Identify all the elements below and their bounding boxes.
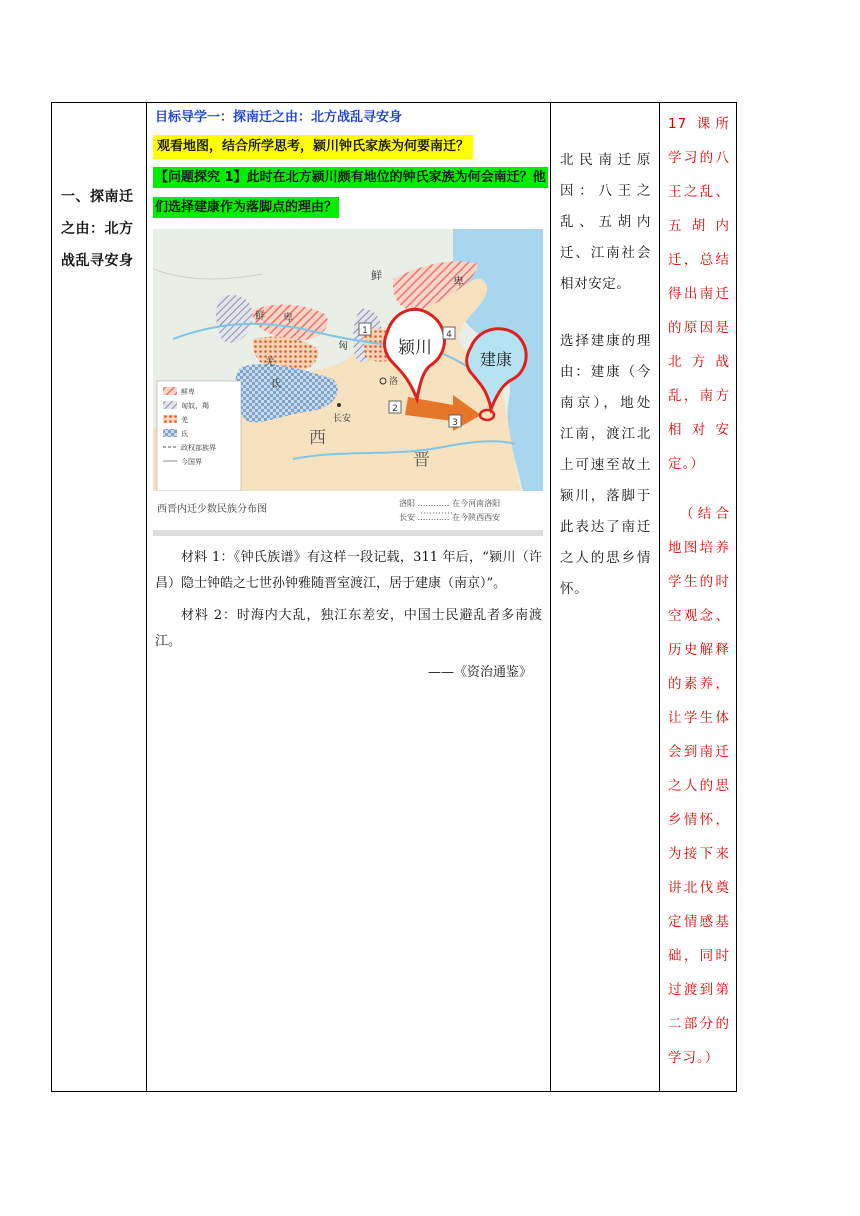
- map-label-luo: 洛: [389, 377, 399, 387]
- map-label-xiong: 匈: [338, 341, 348, 352]
- map-label-changan: 长安: [333, 414, 352, 424]
- section-cell: [52, 103, 147, 1092]
- migration-map: [153, 229, 543, 539]
- map-label-xi: 西: [309, 428, 326, 448]
- answer-cell: [551, 103, 660, 1092]
- map-label-bei-2: 卑: [283, 313, 293, 324]
- marker-2: 2: [392, 404, 398, 414]
- content-cell: [147, 103, 551, 1092]
- answer-choice: 选择建康的理由：建康（今南京），地处江南，渡江北上可速至故土颍川，落脚于此表达了南迁之人的思乡情怀。: [560, 333, 651, 597]
- map-label-qiang: 羌: [265, 357, 275, 368]
- material-2-source: ——《资治通鉴》: [427, 665, 532, 680]
- marker-3: 3: [452, 418, 458, 428]
- legend-xianbei: 鲜卑: [181, 388, 195, 396]
- note-changan: 长安 ………… 在今陕西西安: [399, 513, 501, 522]
- legend-border: 政权部族界: [181, 444, 216, 452]
- map-label-di: 氐: [271, 379, 281, 390]
- map-label-xian-1: 鲜: [371, 269, 382, 282]
- material-2: 材料 2：时海内大乱，独江东差安，中国士民避乱者多南渡江。: [155, 608, 542, 649]
- map-caption: 西晋内迁少数民族分布图: [157, 504, 267, 515]
- question-text: 【问题探究 1】此时在北方颍川颇有地位的钟氏家族为何会南迁？他们选择建康作为落脚点的理由？: [153, 167, 548, 218]
- lesson-table: [51, 102, 737, 1092]
- design-note-cell: [660, 103, 737, 1092]
- legend-xiongnu: 匈奴、羯: [181, 402, 209, 410]
- design-note-2: （结合地图培养学生的时空观念、历史解释的素养，让学生体会到南迁之人的思乡情怀，为接下来讲北伐奠定情感基础，同时过渡到第二部分的学习。）: [668, 506, 730, 1066]
- section-title: 一、探南迁之由：北方战乱寻安身: [61, 189, 134, 269]
- note-luoyang: 洛阳 ………… 在今河南洛阳: [399, 499, 501, 508]
- map-label-xian-2: 鲜: [255, 311, 265, 322]
- map-graphic: [153, 229, 543, 539]
- question-block: [153, 163, 550, 223]
- map-label-bei-1: 卑: [453, 275, 464, 288]
- marker-4: 4: [446, 330, 452, 340]
- material-1: 材料 1：《钟氏族谱》有这样一段记载，311 年后，“颍川（许昌）隐士钟皓之七世孙钟雅随晋室渡江，居于建康（南京）”。: [155, 550, 542, 591]
- legend-qiang: 羌: [181, 416, 188, 424]
- answer-reason: 北民南迁原因：八王之乱、五胡内迁、江南社会相对安定。: [560, 152, 651, 292]
- legend-di: 氐: [181, 430, 188, 438]
- design-note-1: 17 课所学习的八王之乱、五胡内迁，总结得出南迁的原因是北方战乱，南方相对安定。）: [668, 116, 730, 472]
- map-label-jin: 晋: [413, 450, 430, 470]
- map-prompt: 观看地图，结合所学思考，颍川钟氏家族为何要南迁？: [153, 135, 473, 159]
- goal-title: 目标导学一：探南迁之由：北方战乱寻安身: [155, 110, 403, 125]
- marker-1: 1: [362, 326, 368, 336]
- legend-national: 今国界: [181, 458, 202, 466]
- callout-yingchuan: 颍川: [398, 338, 432, 358]
- callout-jiankang: 建康: [479, 350, 513, 369]
- map-notes: [399, 497, 500, 525]
